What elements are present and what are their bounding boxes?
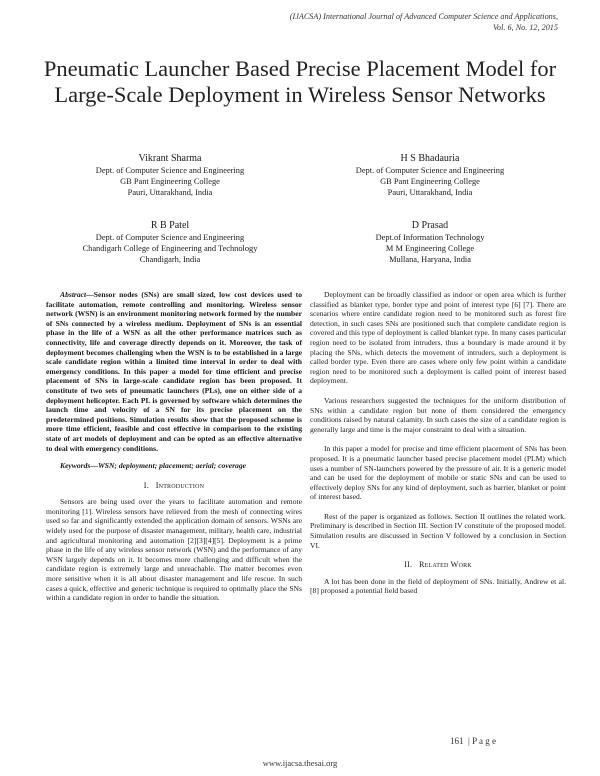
body-paragraph: Deployment can be broadly classified as indoor or open area which is further classified as blanket type, border type and point of interest type [6] [7]. There are scenarios where entire candidate region need to be monitored such as forest fire detection, in such cases SNs are positioned such that complete candidate region is covered and this type of deployment is called blanket type. In many cases particular region need to be isolated from intruders, thus a boundary is made around it by placing the SNs, which detects the movement of intruders, such a deployment is called border type. Even there are cases where only few point within a candidate region need to be monitored such a deployment is called point of interest based deployment. [310, 290, 566, 386]
body-paragraph: In this paper a model for precise and time efficient placement of SNs has been proposed. It is a pneumatic launcher based precise placement model (PLM) which uses a number of SN-launchers powered by the pressure of air. It is a generic model and can be used for the deployment of mobile or static SNs and can be used to effectively deploy SNs for any kind of deployment, such as barrier, blanket or point of interest based. [310, 444, 566, 502]
section-title: Introduction [155, 480, 205, 490]
author-block [45, 152, 295, 198]
keywords [46, 461, 302, 471]
author-name: Vikrant Sharma [138, 153, 202, 164]
author-location: Chandigarh, India [139, 255, 201, 264]
body-paragraph: Sensors are being used over the years to facilitate automation and remote monitoring [1]. Wireless sensors have relieved from the mesh of connecting wires used so far and significantly extended the application domain of sensors. WSNs are widely used for the purpose of disaster management, military, health care, industrial and agricultural monitoring and automation [2][3][4][5]. Deployment is a prime phase in the life of any wireless sensor network (WSN) and the performance of any WSN largely depends on it. It becomes more challenging and difficult when the candidate region is extremely large and unreachable. The matter becomes even more sensitive when it is all about disaster management and life rescue. In such cases a quick, effective and generic technique is required to optimally place the SNs within a candidate region in order to handle the situation. [46, 497, 302, 603]
keywords-label: Keywords [60, 461, 91, 471]
author-name: D Prasad [411, 220, 449, 231]
author-location: Pauri, Uttarakhand, India [127, 188, 213, 197]
author-name: H S Bhadauria [400, 153, 460, 164]
author-block [305, 219, 555, 265]
author-name: R B Patel [150, 220, 190, 231]
body-paragraph: Various researchers suggested the techniques for the uniform distribution of SNs within a candidate region but none of them considered the emergency conditions raised by natural calamity. In such cases the size of a candidate region is generally large and time is the major constraint to deal with a situation. [310, 395, 566, 434]
section-heading [46, 481, 302, 491]
author-location: Pauri, Uttarakhand, India [387, 188, 473, 197]
author-institution: GB Pant Engineering College [380, 177, 480, 186]
abstract-label: Abstract [60, 290, 87, 299]
section-heading [310, 560, 566, 570]
section-number: II. [404, 560, 413, 570]
author-dept: Dept. of Computer Science and Engineering [95, 166, 245, 175]
left-column [46, 290, 302, 603]
page-number-block: 161 | P a g e [450, 736, 496, 746]
section-title: Related Work [419, 560, 472, 570]
paper-title: Pneumatic Launcher Based Precise Placement Model for Large-Scale Deployment in Wireless Sensor Networks [43, 56, 557, 107]
journal-url: www.ijacsa.thesai.org [262, 758, 338, 768]
author-dept: Dept. of Computer Science and Engineering [95, 233, 245, 242]
author-dept: Dept. of Computer Science and Engineering [355, 166, 505, 175]
keywords-text: —WSN; deployment; placement; aerial; coverage [90, 461, 247, 471]
author-block [305, 152, 555, 198]
author-institution: Chandigarh College of Engineering and Technology [82, 244, 258, 253]
author-institution: GB Pant Engineering College [120, 177, 220, 186]
abstract [46, 290, 302, 453]
page-label: P a g e [472, 736, 496, 746]
author-dept: Dept.of Information Technology [375, 233, 485, 242]
section-number: I. [143, 480, 149, 490]
right-column [310, 290, 566, 596]
journal-volume: Vol. 6, No. 12, 2015 [492, 22, 558, 32]
body-paragraph: Rest of the paper is organized as follows. Section II outlines the related work. Preliminary is described in Section III. Section IV constitute of the proposed model. Simulation results are discussed in Section V followed by a conclusion in Section VI. [310, 511, 566, 550]
body-paragraph: A lot has been done in the field of deployment of SNs. Initially, Andrew et al. [8] proposed a potential field based [310, 576, 566, 596]
author-block [45, 219, 295, 265]
author-institution: M M Engineering College [385, 244, 475, 253]
abstract-text: —Sensor nodes (SNs) are small sized, low cost devices used to facilitate automation, remote controlling and monitoring. Wireless sensor network (WSN) is an environment monitoring network formed by the number of SNs connected by a wireless medium. Deployment of SNs is an essential phase in the life of a WSN as all the other performance matrices such as connectivity, life and coverage directly depends on it. Moreover, the task of deployment becomes challenging when the WSN is to be established in a large scale candidate region within a limited time interval in order to deal with emergency conditions. In this paper a model for time efficient and precise placement of SNs in large-scale candidate region has been proposed. It constitute of two sets of pneumatic launchers (PLs), one on either side of a deployment helicopter. Each PL is governed by software which determines the launch time and velocity of a SN for its precise placement on the predetermined positions. Simulation results show that the proposed scheme is more time efficient, feasible and cost effective in comparison to the existing state of art models of deployment and can be opted as an effective alternative to deal with emergency conditions. [46, 290, 302, 453]
journal-header [198, 12, 558, 33]
author-location: Mullana, Haryana, India [389, 255, 471, 264]
journal-name: (IJACSA) International Journal of Advanced Computer Science and Applications, [289, 12, 558, 21]
page-number: 161 [450, 736, 464, 746]
